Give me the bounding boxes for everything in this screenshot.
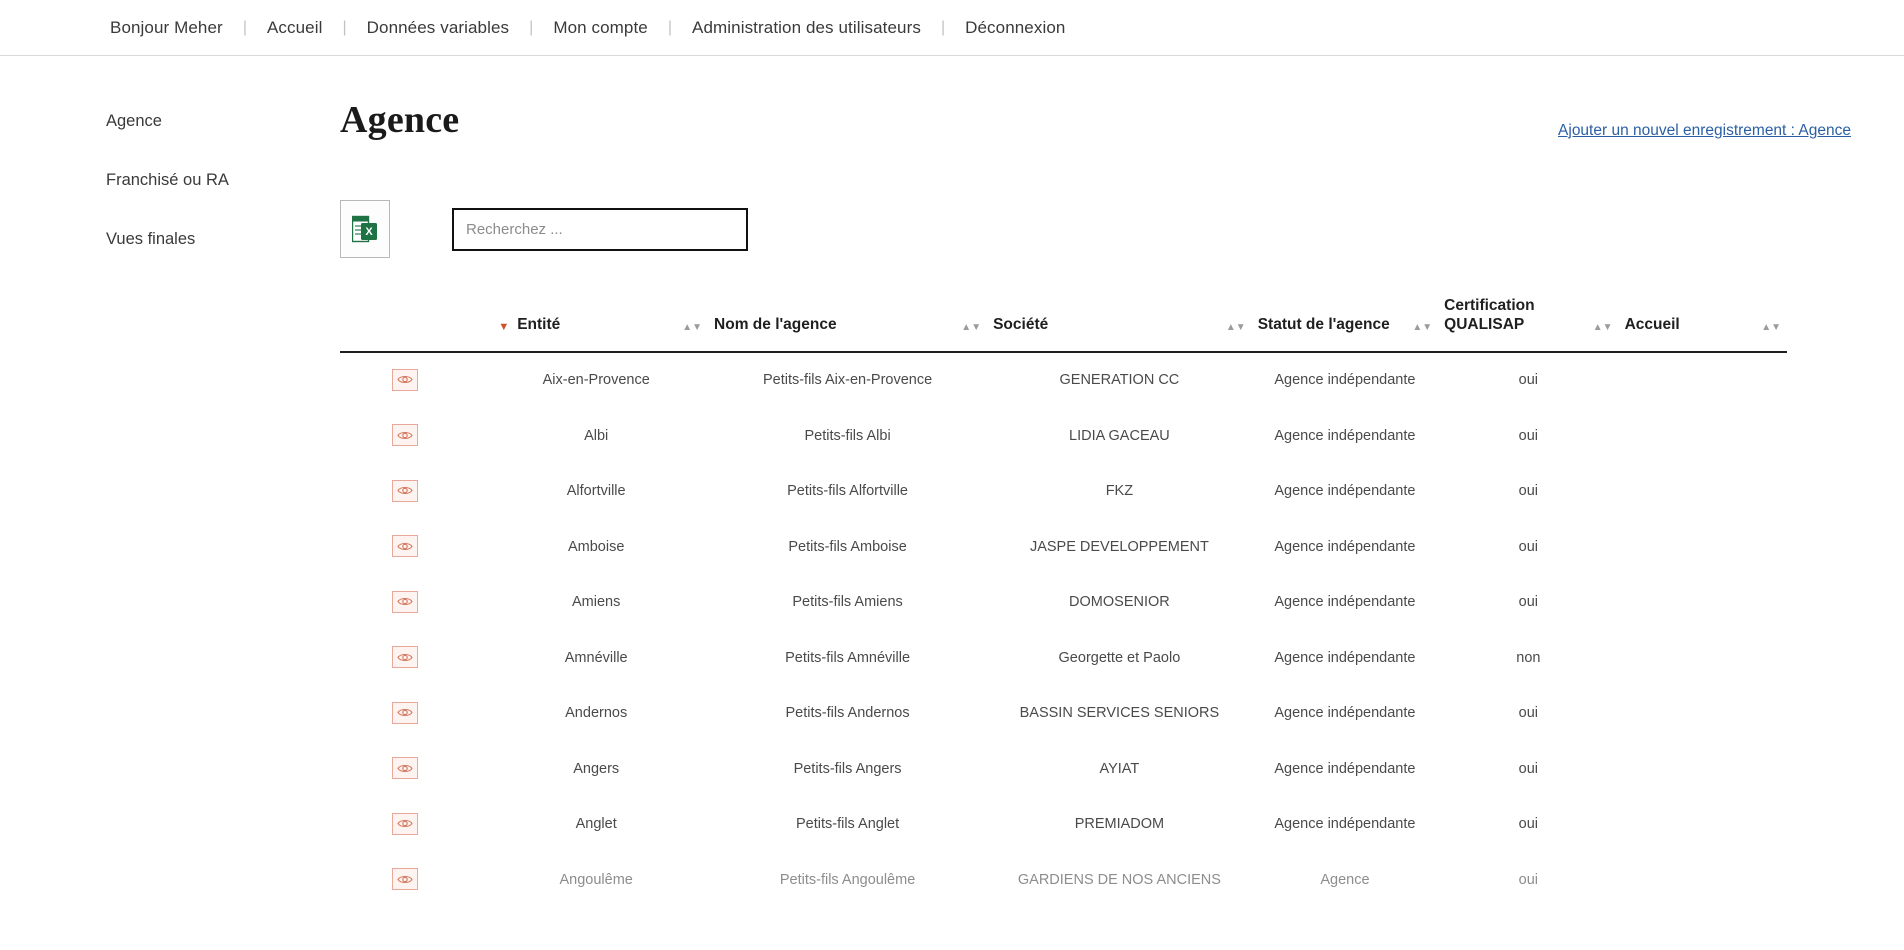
- row-action-cell: [340, 408, 484, 464]
- table-header: [340, 286, 1787, 352]
- row-cell-statut-agence: Agence indépendante: [1274, 594, 1416, 611]
- row-action-cell: [340, 797, 484, 853]
- nav-separator: |: [940, 18, 946, 36]
- row-cell-societe: Georgette et Paolo: [1058, 649, 1181, 666]
- table-row: [340, 464, 1787, 520]
- nav-separator: |: [342, 18, 347, 36]
- row-cell-statut-agence: Agence indépendante: [1274, 705, 1416, 722]
- row-cell-accueil: [1619, 741, 1787, 797]
- sidebar-item-franchise-ou-ra[interactable]: Franchisé ou RA: [106, 171, 229, 189]
- eye-icon[interactable]: [392, 868, 418, 890]
- nav-greeting: Bonjour Meher: [110, 17, 223, 37]
- eye-icon[interactable]: [392, 369, 418, 391]
- table-row: [340, 797, 1787, 853]
- row-cell-entite: Anglet: [575, 816, 617, 833]
- page-title: Agence: [340, 99, 460, 141]
- table-row: [340, 852, 1787, 908]
- row-cell-entite: Amboise: [567, 538, 625, 555]
- column-label-accueil: Accueil: [1624, 316, 1680, 334]
- row-cell-nom-agence: Petits-fils Amnéville: [785, 649, 911, 666]
- nav-separator: |: [529, 18, 534, 36]
- eye-icon[interactable]: [392, 702, 418, 724]
- table-toolbar: [340, 200, 1852, 258]
- row-cell-nom-agence: Petits-fils Aix-en-Provence: [762, 372, 933, 388]
- search-input[interactable]: [452, 208, 748, 251]
- sort-toggle-icon-nom-agence[interactable]: ▲▼: [961, 321, 982, 333]
- row-cell-societe: LIDIA GACEAU: [1069, 427, 1170, 444]
- table-row: [340, 408, 1787, 464]
- row-cell-accueil: [1619, 352, 1787, 409]
- row-cell-certification: oui: [1518, 816, 1539, 833]
- row-cell-nom-agence: Petits-fils Alfortville: [787, 483, 908, 500]
- row-cell-certification: non: [1516, 649, 1541, 666]
- row-cell-societe: DOMOSENIOR: [1069, 594, 1170, 611]
- row-cell-nom-agence: Petits-fils Albi: [804, 427, 891, 444]
- row-cell-nom-agence: Petits-fils Amiens: [792, 594, 903, 611]
- eye-icon[interactable]: [392, 646, 418, 668]
- table-body: [340, 352, 1787, 908]
- row-cell-statut-agence: Agence indépendante: [1274, 760, 1416, 777]
- row-cell-accueil: [1619, 852, 1787, 908]
- row-cell-certification: oui: [1518, 594, 1539, 611]
- row-cell-certification: oui: [1518, 871, 1539, 888]
- column-header-accueil[interactable]: [1619, 286, 1787, 352]
- sort-desc-icon-entite[interactable]: ▼: [498, 320, 510, 333]
- sort-toggle-icon-accueil[interactable]: ▲▼: [1761, 321, 1781, 333]
- row-cell-entite: Alfortville: [566, 483, 626, 500]
- row-cell-entite: Amiens: [572, 594, 621, 611]
- row-cell-certification: oui: [1518, 427, 1539, 444]
- row-cell-accueil: [1619, 408, 1787, 464]
- nav-item-administration-des-utilisateurs[interactable]: Administration des utilisateurs: [692, 17, 921, 37]
- row-action-cell: [340, 575, 484, 631]
- row-cell-accueil: [1619, 575, 1787, 631]
- row-cell-nom-agence: Petits-fils Angers: [793, 760, 902, 777]
- sort-toggle-icon-certification-qualisap[interactable]: ▲▼: [1592, 321, 1613, 333]
- table-row: [340, 630, 1787, 686]
- sidebar-item-vues-finales[interactable]: Vues finales: [106, 230, 196, 248]
- row-action-cell: [340, 630, 484, 686]
- row-cell-accueil: [1619, 797, 1787, 853]
- nav-separator: |: [242, 18, 247, 36]
- row-cell-statut-agence: Agence indépendante: [1274, 538, 1416, 555]
- sort-toggle-icon-societe[interactable]: ▲▼: [1225, 321, 1246, 333]
- row-cell-entite: Angers: [573, 760, 620, 777]
- row-action-cell: [340, 519, 484, 575]
- column-header-statut-agence[interactable]: [1252, 286, 1438, 352]
- table-row: [340, 519, 1787, 575]
- table-row: [340, 575, 1787, 631]
- eye-icon[interactable]: [392, 757, 418, 779]
- row-cell-entite: Andernos: [565, 705, 628, 722]
- page-body: [0, 56, 1904, 950]
- nav-separator: |: [667, 18, 673, 36]
- row-cell-statut-agence: Agence indépendante: [1274, 372, 1416, 388]
- row-cell-nom-agence: Petits-fils Amboise: [788, 538, 907, 555]
- row-cell-societe: GENERATION CC: [1059, 372, 1180, 388]
- eye-icon[interactable]: [392, 591, 418, 613]
- sort-toggle-icon-statut-agence[interactable]: ▲▼: [1412, 321, 1433, 333]
- row-cell-statut-agence: Agence indépendante: [1274, 649, 1416, 666]
- top-navigation-bar: [0, 0, 1904, 56]
- eye-icon[interactable]: [392, 424, 418, 446]
- row-cell-societe: PREMIADOM: [1074, 816, 1165, 833]
- row-cell-societe: FKZ: [1105, 483, 1134, 500]
- nav-item-mon-compte[interactable]: Mon compte: [553, 17, 648, 37]
- eye-icon[interactable]: [392, 480, 418, 502]
- row-cell-entite: Angoulême: [559, 871, 633, 888]
- column-header-nom-agence[interactable]: [708, 286, 987, 352]
- table-header-row: [340, 286, 1787, 352]
- row-cell-statut-agence: Agence indépendante: [1274, 483, 1416, 500]
- nav-item-donnees-variables[interactable]: Données variables: [366, 17, 510, 37]
- row-cell-statut-agence: Agence indépendante: [1274, 427, 1416, 444]
- sidebar-item-agence[interactable]: Agence: [106, 112, 162, 130]
- row-cell-accueil: [1619, 686, 1787, 742]
- column-label-entite: Entité: [517, 316, 561, 334]
- main-content: [232, 56, 1904, 950]
- row-cell-certification: oui: [1518, 483, 1539, 500]
- column-header-societe[interactable]: [987, 286, 1252, 352]
- row-action-cell: [340, 352, 484, 409]
- row-cell-accueil: [1619, 519, 1787, 575]
- column-label-certification-qualisap: Certification QUALISAP: [1444, 297, 1535, 334]
- row-action-cell: [340, 686, 484, 742]
- sidebar: [0, 56, 232, 950]
- row-cell-certification: oui: [1518, 538, 1539, 555]
- row-cell-entite: Albi: [584, 427, 609, 444]
- excel-export-button[interactable]: [340, 200, 390, 258]
- row-action-cell: [340, 852, 484, 908]
- eye-icon[interactable]: [392, 813, 418, 835]
- column-header-entite[interactable]: [484, 286, 708, 352]
- row-cell-statut-agence: Agence: [1320, 871, 1370, 888]
- search-field-wrapper: [452, 208, 748, 251]
- row-action-cell: [340, 741, 484, 797]
- column-label-nom-agence: Nom de l'agence: [714, 316, 837, 334]
- row-cell-statut-agence: Agence indépendante: [1274, 816, 1416, 833]
- row-cell-societe: GARDIENS DE NOS ANCIENS: [1017, 871, 1221, 888]
- table-row: [340, 686, 1787, 742]
- row-cell-societe: BASSIN SERVICES SENIORS: [1019, 705, 1220, 722]
- eye-icon[interactable]: [392, 535, 418, 557]
- nav-item-accueil[interactable]: Accueil: [266, 17, 323, 37]
- row-cell-societe: JASPE DEVELOPPEMENT: [1029, 538, 1209, 555]
- column-header-certification-qualisap[interactable]: [1438, 286, 1618, 352]
- excel-export-icon: [352, 215, 378, 243]
- table-row: [340, 352, 1787, 409]
- row-cell-accueil: [1619, 464, 1787, 520]
- row-cell-entite: Aix-en-Provence: [542, 372, 650, 388]
- add-new-record-link[interactable]: Ajouter un nouvel enregistrement : Agence: [1558, 122, 1851, 139]
- column-label-statut-agence: Statut de l'agence: [1257, 316, 1390, 334]
- svg-text:X: X: [365, 226, 373, 238]
- column-label-societe: Société: [993, 316, 1049, 334]
- row-cell-entite: Amnéville: [564, 649, 628, 666]
- table-row: [340, 741, 1787, 797]
- row-cell-accueil: [1619, 630, 1787, 686]
- row-cell-nom-agence: Petits-fils Angoulême: [779, 871, 916, 888]
- agence-table-container: [340, 286, 1787, 908]
- row-cell-nom-agence: Petits-fils Anglet: [795, 816, 900, 833]
- sort-toggle-icon-entite[interactable]: ▲▼: [682, 321, 703, 333]
- nav-item-deconnexion[interactable]: Déconnexion: [965, 17, 1066, 37]
- row-cell-certification: oui: [1518, 760, 1539, 777]
- row-cell-societe: AYIAT: [1099, 760, 1140, 777]
- row-cell-nom-agence: Petits-fils Andernos: [785, 705, 910, 722]
- agence-table: [340, 286, 1787, 908]
- row-cell-certification: oui: [1518, 372, 1539, 388]
- row-cell-certification: oui: [1518, 705, 1539, 722]
- row-action-cell: [340, 464, 484, 520]
- column-header-action: [340, 286, 484, 352]
